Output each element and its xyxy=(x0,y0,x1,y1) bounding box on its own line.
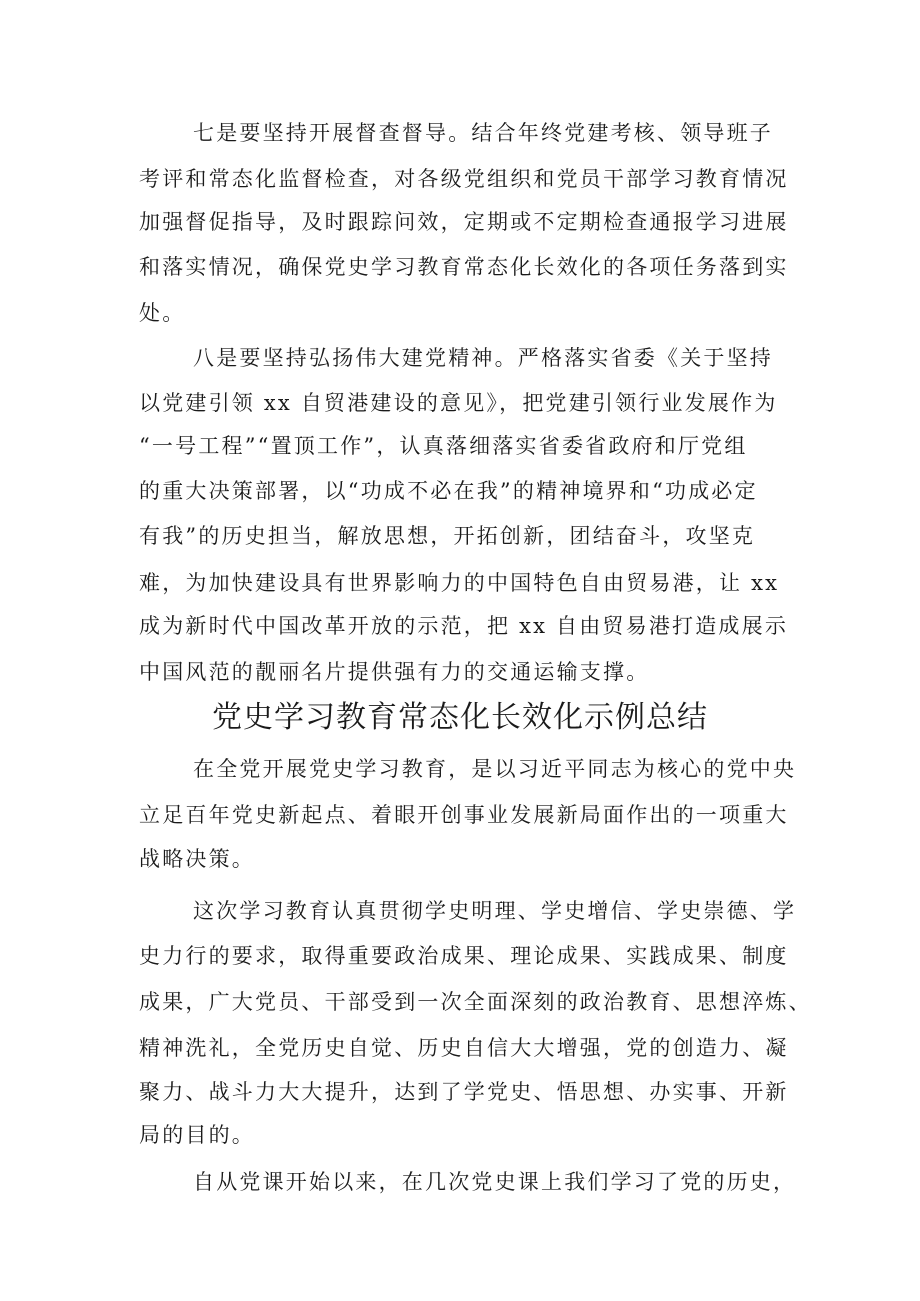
body-paragraph-2-line-3: 成果，广大党员、干部受到一次全面深刻的政治教育、思想淬炼、 xyxy=(139,990,812,1014)
body-paragraph-1-line-3: 战略决策。 xyxy=(139,847,255,871)
body-paragraph-1-line-1: 在全党开展党史学习教育，是以习近平同志为核心的党中央 xyxy=(193,757,797,781)
paragraph-2-line-2: 以党建引领 xx 自贸港建设的意见》，把党建引领行业发展作为 xyxy=(139,391,778,415)
body-paragraph-2-line-5: 聚力、战斗力大大提升，达到了学党史、悟思想、办实事、开新 xyxy=(139,1080,789,1104)
paragraph-2-line-4: 的重大决策部署，以“功成不必在我”的精神境界和“功成必定 xyxy=(139,479,758,503)
body-paragraph-2-line-6: 局的目的。 xyxy=(139,1123,255,1147)
body-paragraph-2-line-4: 精神洗礼，全党历史自觉、历史自信大大增强，党的创造力、凝 xyxy=(139,1036,789,1060)
paragraph-2-line-1: 八是要坚持弘扬伟大建党精神。严格落实省委《关于坚持 xyxy=(193,346,773,370)
document-title: 党史学习教育常态化长效化示例总结 xyxy=(212,700,708,735)
body-paragraph-2-line-2: 史力行的要求，取得重要政治成果、理论成果、实践成果、制度 xyxy=(139,944,789,968)
paragraph-2-line-8: 中国风范的靓丽名片提供强有力的交通运输支撑。 xyxy=(139,660,650,684)
body-paragraph-2-line-1: 这次学习教育认真贯彻学史明理、学史增信、学史崇德、学 xyxy=(193,899,797,923)
paragraph-1-line-5: 处。 xyxy=(139,301,186,325)
body-paragraph-1-line-2: 立足百年党史新起点、着眼开创事业发展新局面作出的一项重大 xyxy=(139,803,789,827)
paragraph-2-line-7: 成为新时代中国改革开放的示范，把 xx 自由贸易港打造成展示 xyxy=(139,614,789,638)
paragraph-2-line-3: “一号工程”“置顶工作”，认真落细落实省委省政府和厅党组 xyxy=(139,434,748,458)
paragraph-1-line-2: 考评和常态化监督检查，对各级党组织和党员干部学习教育情况 xyxy=(139,167,789,191)
paragraph-1-line-1: 七是要坚持开展督查督导。结合年终党建考核、领导班子 xyxy=(193,121,773,145)
paragraph-2-line-6: 难，为加快建设具有世界影响力的中国特色自由贸易港，让 xx xyxy=(139,571,780,595)
paragraph-1-line-3: 加强督促指导，及时跟踪问效，定期或不定期检查通报学习进展 xyxy=(139,210,789,234)
paragraph-1-line-4: 和落实情况，确保党史学习教育常态化长效化的各项任务落到实 xyxy=(139,255,789,279)
paragraph-2-line-5: 有我”的历史担当，解放思想，开拓创新，团结奋斗，攻坚克 xyxy=(139,524,756,548)
body-paragraph-3-line-1: 自从党课开始以来，在几次党史课上我们学习了党的历史， xyxy=(193,1170,797,1194)
